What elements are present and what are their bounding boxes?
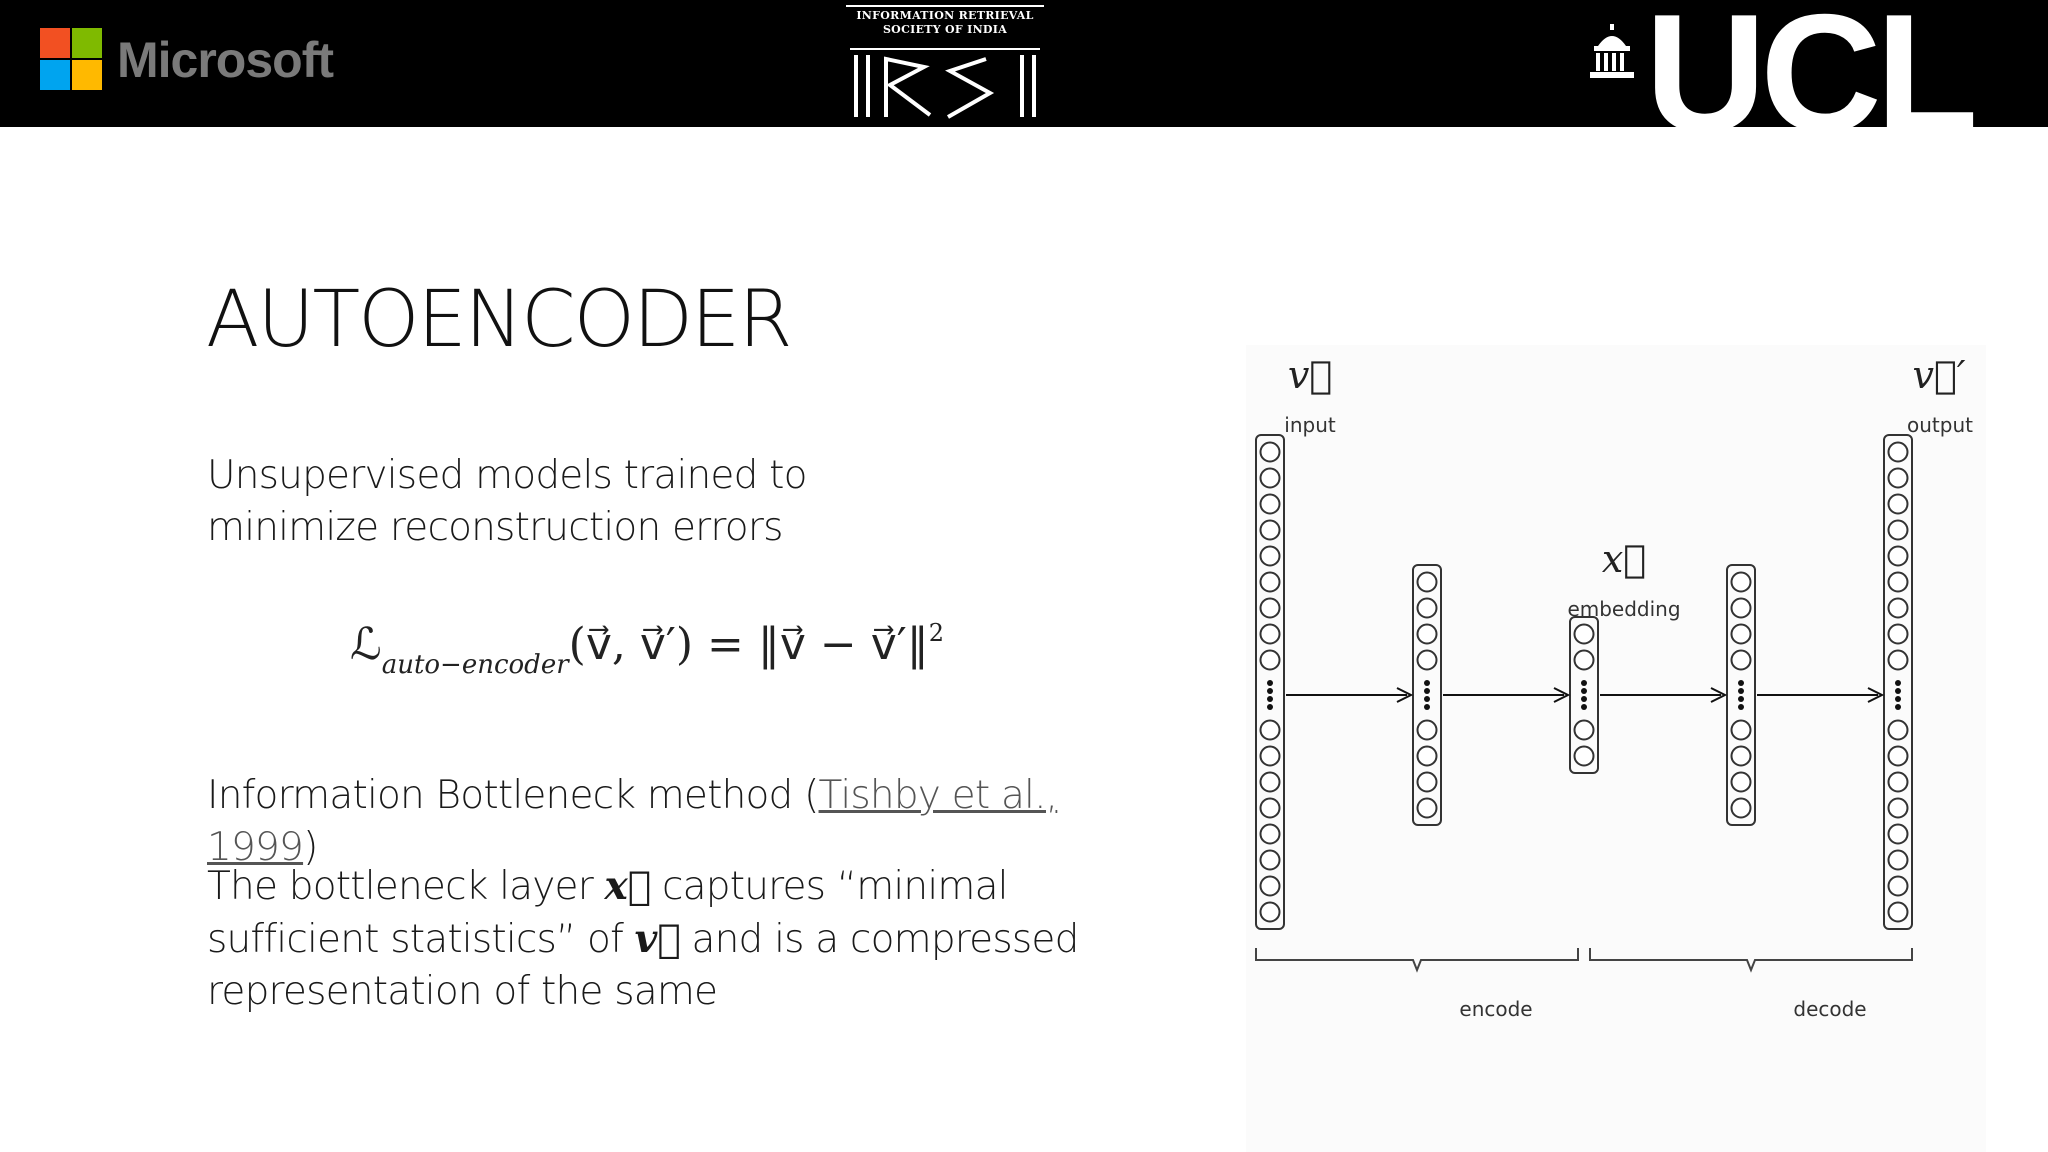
- output-layer-neuron: [1889, 521, 1908, 540]
- input-layer-neuron: [1261, 721, 1280, 740]
- microsoft-logo-icon: [40, 28, 102, 92]
- output-layer-neuron: [1889, 547, 1908, 566]
- microsoft-logo-blue: [40, 60, 70, 90]
- input-layer-dot: [1267, 680, 1273, 686]
- input-layer-neuron: [1261, 547, 1280, 566]
- formula-subscript: auto−encoder: [381, 650, 569, 680]
- input-layer-neuron: [1261, 877, 1280, 896]
- embedding-layer-dot: [1581, 704, 1587, 710]
- decoder-hidden-layer-neuron: [1732, 721, 1751, 740]
- irsi-line1: INFORMATION RETRIEVAL: [846, 5, 1044, 23]
- output-symbol: v⃗′: [1912, 353, 1966, 397]
- embedding-layer-neuron: [1575, 721, 1594, 740]
- p3-var-v: v⃗: [634, 916, 680, 962]
- embedding-layer-dot: [1581, 696, 1587, 702]
- output-layer-neuron: [1889, 721, 1908, 740]
- formula-args: (v⃗, v⃗′) = ‖v⃗ − v⃗′‖: [568, 619, 929, 670]
- output-layer-neuron: [1889, 469, 1908, 488]
- encoder-hidden-layer-dot: [1424, 696, 1430, 702]
- encode-brace: [1256, 948, 1578, 970]
- output-layer-neuron: [1889, 599, 1908, 618]
- input-layer-neuron: [1261, 443, 1280, 462]
- header-bar: [0, 0, 2048, 167]
- decoder-hidden-layer-dot: [1738, 680, 1744, 686]
- encoder-hidden-layer-dot: [1424, 704, 1430, 710]
- input-layer-neuron: [1261, 495, 1280, 514]
- embedding-layer-neuron: [1575, 625, 1594, 644]
- input-layer-neuron: [1261, 521, 1280, 540]
- paragraph-unsupervised: Unsupervised models trained to minimize reconstruction errors: [207, 453, 807, 550]
- paragraph-bottleneck-layer: [207, 860, 1167, 1018]
- p3-part1: The bottleneck layer: [207, 864, 605, 909]
- input-layer-dot: [1267, 696, 1273, 702]
- encoder-hidden-layer-neuron: [1418, 747, 1437, 766]
- encoder-hidden-layer-neuron: [1418, 799, 1437, 818]
- input-layer-neuron: [1261, 747, 1280, 766]
- slide-title: AUTOENCODER: [206, 275, 791, 365]
- embedding-layer-neuron: [1575, 651, 1594, 670]
- encoder-hidden-layer-neuron: [1418, 599, 1437, 618]
- output-layer-neuron: [1889, 773, 1908, 792]
- decode-brace: [1590, 948, 1912, 970]
- p3-var-x: x⃗: [604, 863, 651, 909]
- bottleneck-prefix: Information Bottleneck method (: [207, 773, 819, 818]
- input-symbol: v⃗: [1287, 353, 1333, 397]
- embedding-symbol: x⃗: [1601, 537, 1647, 581]
- output-layer-neuron: [1889, 651, 1908, 670]
- autoencoder-diagram-svg: [1246, 345, 1986, 1152]
- input-layer-neuron: [1261, 625, 1280, 644]
- encoder-hidden-layer-neuron: [1418, 773, 1437, 792]
- decoder-hidden-layer-dot: [1738, 704, 1744, 710]
- input-layer-neuron: [1261, 573, 1280, 592]
- microsoft-wordmark: Microsoft: [117, 32, 333, 88]
- decoder-hidden-layer-neuron: [1732, 773, 1751, 792]
- portico-icon: [1590, 24, 1634, 82]
- p3-part3: and is a compressed representation of the same: [207, 917, 1079, 1014]
- encoder-hidden-layer-neuron: [1418, 651, 1437, 670]
- irsi-logo: [846, 5, 1044, 123]
- microsoft-logo-green: [72, 28, 102, 58]
- encoder-hidden-layer-neuron: [1418, 625, 1437, 644]
- embedding-label: embedding: [1567, 597, 1681, 621]
- input-layer-dot: [1267, 704, 1273, 710]
- encoder-hidden-layer-dot: [1424, 688, 1430, 694]
- output-layer-neuron: [1889, 495, 1908, 514]
- input-layer-neuron: [1261, 599, 1280, 618]
- output-layer-dot: [1895, 696, 1901, 702]
- decoder-hidden-layer-neuron: [1732, 747, 1751, 766]
- encoder-hidden-layer-neuron: [1418, 721, 1437, 740]
- decoder-hidden-layer-neuron: [1732, 625, 1751, 644]
- encoder-hidden-layer-neuron: [1418, 573, 1437, 592]
- output-layer-neuron: [1889, 625, 1908, 644]
- input-layer-neuron: [1261, 825, 1280, 844]
- embedding-layer-dot: [1581, 688, 1587, 694]
- output-layer-dot: [1895, 704, 1901, 710]
- input-layer-neuron: [1261, 851, 1280, 870]
- encode-label: encode: [1459, 997, 1533, 1021]
- decoder-hidden-layer-neuron: [1732, 651, 1751, 670]
- irsi-mark-icon: [846, 45, 1044, 123]
- decoder-hidden-layer-neuron: [1732, 799, 1751, 818]
- p3-part2: captures “minimal sufficient statistics” of: [207, 864, 1008, 962]
- formula-symbol: ℒ: [350, 619, 382, 670]
- ucl-wordmark: UCL: [1645, 0, 1973, 167]
- output-layer-neuron: [1889, 851, 1908, 870]
- input-layer-dot: [1267, 688, 1273, 694]
- irsi-line2: SOCIETY OF INDIA: [882, 23, 1008, 36]
- formula-power: 2: [928, 619, 945, 647]
- ucl-logo: [1590, 0, 2010, 167]
- input-layer-neuron: [1261, 773, 1280, 792]
- paragraph-bottleneck: [207, 770, 1167, 874]
- embedding-layer-neuron: [1575, 747, 1594, 766]
- decoder-hidden-layer-dot: [1738, 696, 1744, 702]
- tishby-link[interactable]: Tishby et al., 1999: [207, 773, 1058, 870]
- decoder-hidden-layer-neuron: [1732, 573, 1751, 592]
- input-label: input: [1284, 413, 1336, 437]
- output-layer-neuron: [1889, 825, 1908, 844]
- autoencoder-diagram: [1246, 345, 1986, 1152]
- input-layer-neuron: [1261, 651, 1280, 670]
- output-layer-neuron: [1889, 443, 1908, 462]
- embedding-layer-dot: [1581, 680, 1587, 686]
- decode-label: decode: [1793, 997, 1867, 1021]
- input-layer-neuron: [1261, 903, 1280, 922]
- microsoft-logo-yellow: [72, 60, 102, 90]
- output-layer-dot: [1895, 680, 1901, 686]
- encoder-hidden-layer-dot: [1424, 680, 1430, 686]
- decoder-hidden-layer-dot: [1738, 688, 1744, 694]
- output-layer-neuron: [1889, 747, 1908, 766]
- output-layer-neuron: [1889, 877, 1908, 896]
- loss-formula: [350, 610, 950, 680]
- input-layer-neuron: [1261, 799, 1280, 818]
- microsoft-logo-red: [40, 28, 70, 58]
- output-layer-dot: [1895, 688, 1901, 694]
- input-layer-neuron: [1261, 469, 1280, 488]
- bottleneck-suffix: ): [303, 825, 318, 870]
- output-layer-neuron: [1889, 903, 1908, 922]
- decoder-hidden-layer-neuron: [1732, 599, 1751, 618]
- output-label: output: [1907, 413, 1973, 437]
- output-layer-neuron: [1889, 573, 1908, 592]
- output-layer-neuron: [1889, 799, 1908, 818]
